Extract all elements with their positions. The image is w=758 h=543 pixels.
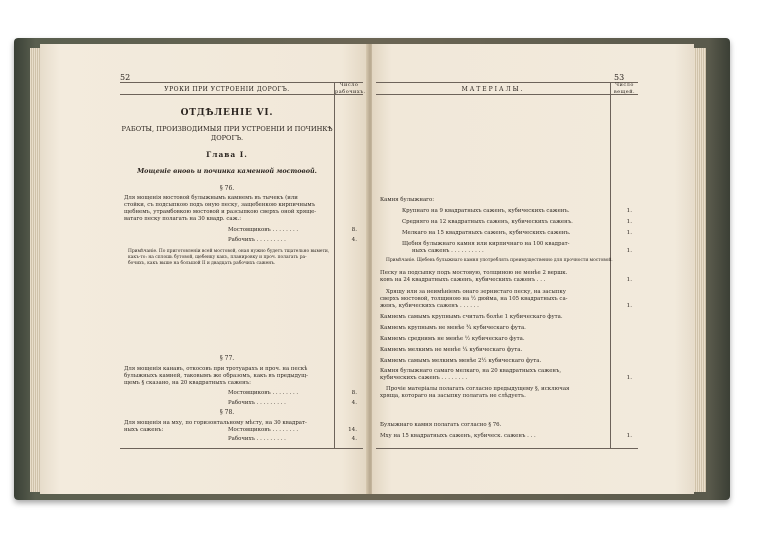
column-header-main: УРОКИ ПРИ УСТРОЕНІИ ДОРОГЪ. (164, 86, 290, 93)
page-number: 52 (120, 73, 131, 82)
material-line: Камнемъ среднимъ не менѣе ½ кубическаго фута. (380, 336, 525, 342)
row-label: Рабочихъ . . . . . . . . . (228, 436, 286, 442)
text-line: ватаго песку полагать на 30 квадр. саж.: (124, 216, 242, 222)
text-line: Для мощенія мостовой булыжнымъ камнемъ въ тычекъ (или (124, 195, 298, 201)
material-line: сверхъ мостовой, толщиною на ½ дюйма, на 105 квадратныхъ са- (380, 296, 568, 302)
paragraph-sign: § 78. (219, 409, 235, 416)
material-quantity: 1. (626, 375, 632, 381)
material-line: женъ, кубическихъ саженъ . . . . . . (380, 303, 479, 309)
material-quantity: 1. (626, 230, 632, 236)
material-line: Камнемъ самымъ крупнымъ считать болѣе 1 кубическаго фута. (380, 314, 563, 320)
material-line: Крупнаго на 9 квадратныхъ саженъ, кубическихъ саженъ. (402, 208, 570, 214)
note-line: Примѣчаніе. Щебень булыжнаго камня употреблять преимущественно для прочности мостовой. (386, 258, 613, 263)
column-header-workers: Число рабочихъ. (335, 82, 366, 95)
paragraph-sign: § 77. (219, 355, 235, 362)
note-line: какъ-то: на сплошь бутовой, щебенку какъ, планировку и проч. полагать ра- (128, 255, 307, 260)
material-line: Булыжнаго камня полагать согласно § 76. (380, 422, 502, 428)
material-line: Камня булыжнаго: (380, 197, 435, 203)
material-quantity: 1. (626, 277, 632, 283)
material-line: ныхъ саженъ . . . . . . . . . . (412, 248, 484, 254)
left-page (40, 44, 368, 494)
material-line: Мелкаго на 15 квадратныхъ саженъ, кубическихъ саженъ. (402, 230, 571, 236)
material-line: Камнемъ самымъ мелкимъ менѣе 2½ кубическаго фута. (380, 358, 542, 364)
row-value: 4. (351, 436, 357, 442)
row-value: 14. (348, 427, 357, 433)
material-quantity: 1. (626, 433, 632, 439)
row-value: 8. (351, 390, 357, 396)
row-label: Рабочихъ . . . . . . . . . (228, 400, 286, 406)
page-edges-left (30, 48, 40, 492)
chapter-heading: Глава I. (206, 150, 248, 159)
row-value: 4. (351, 237, 357, 243)
row-value: 8. (351, 227, 357, 233)
material-line: Камнемъ мелкимъ не менѣе ¼ кубическаго фута. (380, 347, 523, 353)
note-line: бочихъ, какъ выше на большой II и двадцать рабочихъ саженъ. (128, 261, 276, 266)
row-label: Мостовщиковъ . . . . . . . . (228, 427, 299, 433)
text-line: щемъ § сказано, на 20 квадратныхъ саженъ: (124, 380, 251, 386)
material-line: Камнемъ крупнымъ не менѣе ¾ кубическаго фута. (380, 325, 526, 331)
material-quantity: 1. (626, 303, 632, 309)
text-line: стойки, съ подсыпкою подъ оную песку, защебенкою кирпичнымъ (124, 202, 316, 208)
material-quantity: 1. (626, 248, 632, 254)
section-subtitle-2: ДОРОГЪ. (210, 134, 244, 142)
page-number: 53 (614, 73, 625, 82)
text-line: Для мощенія канавъ, откосовъ при тротуарахъ и проч. на пескѣ (124, 366, 308, 372)
material-quantity: 1. (626, 208, 632, 214)
paragraph-sign: § 76. (219, 185, 235, 192)
material-line: Средняго на 12 квадратныхъ саженъ, кубическихъ саженъ. (402, 219, 573, 225)
material-line: Прочіе матеріалы полагать согласно предыдущему §, исключая (386, 386, 570, 392)
material-line: Мху на 15 квадратныхъ саженъ, кубическ. саженъ . . . (380, 433, 536, 439)
note-line: Примѣчаніе. По приготовленіи всей мостовой, оная нужно будетъ тщательно вымети, (128, 249, 330, 254)
page-edges-right (694, 48, 706, 492)
column-header-quantity: Число вещей. (613, 82, 636, 95)
material-line: кубическихъ саженъ . . . . . . . . (380, 375, 468, 381)
text-line: булыжныхъ камней, таковымъ же образомъ, какъ въ предыдущ- (124, 373, 308, 379)
text-line: ныхъ саженъ: (124, 427, 164, 433)
text-line: щебнемъ, утрамбовкою мостовой и разсыпкою сверхъ оной хряще- (124, 209, 317, 215)
right-page (372, 44, 694, 494)
material-line: Щебня булыжнаго камня или кирпичнаго на 100 квадрат- (402, 241, 570, 247)
chapter-title: Мощеніе вновь и починка каменной мостовой. (137, 167, 317, 175)
row-label: Рабочихъ . . . . . . . . . (228, 237, 286, 243)
row-label: Мостовщиковъ . . . . . . . . (228, 227, 299, 233)
material-line: ковъ на 24 квадратныхъ саженъ, кубическихъ саженъ . . . (380, 277, 546, 283)
text-line: Для мощенія на мху, по горизонтальному мѣсту, на 30 квадрат- (124, 420, 307, 426)
material-line: хряща, котораго на засыпку полагать не слѣдуетъ. (380, 393, 526, 399)
row-value: 4. (351, 400, 357, 406)
material-quantity: 1. (626, 219, 632, 225)
section-subtitle-1: РАБОТЫ, ПРОИЗВОДИМЫЯ ПРИ УСТРОЕНІИ И ПОЧИНКѢ (121, 125, 333, 133)
section-title: ОТДѢЛЕНІЕ VI. (180, 108, 274, 118)
material-line: Хрящу или за неимѣніемъ онаго зернистаго песку, на засыпку (386, 289, 566, 295)
row-label: Мостовщиковъ . . . . . . . . (228, 390, 299, 396)
column-header-main: МАТЕРІАЛЫ. (461, 86, 525, 93)
material-line: Песку на подсыпку подъ мостовую, толщиною не менѣе 2 вершк. (380, 270, 568, 276)
material-line: Камня булыжнаго самаго мелкаго, на 20 квадратныхъ саженъ, (380, 368, 562, 374)
